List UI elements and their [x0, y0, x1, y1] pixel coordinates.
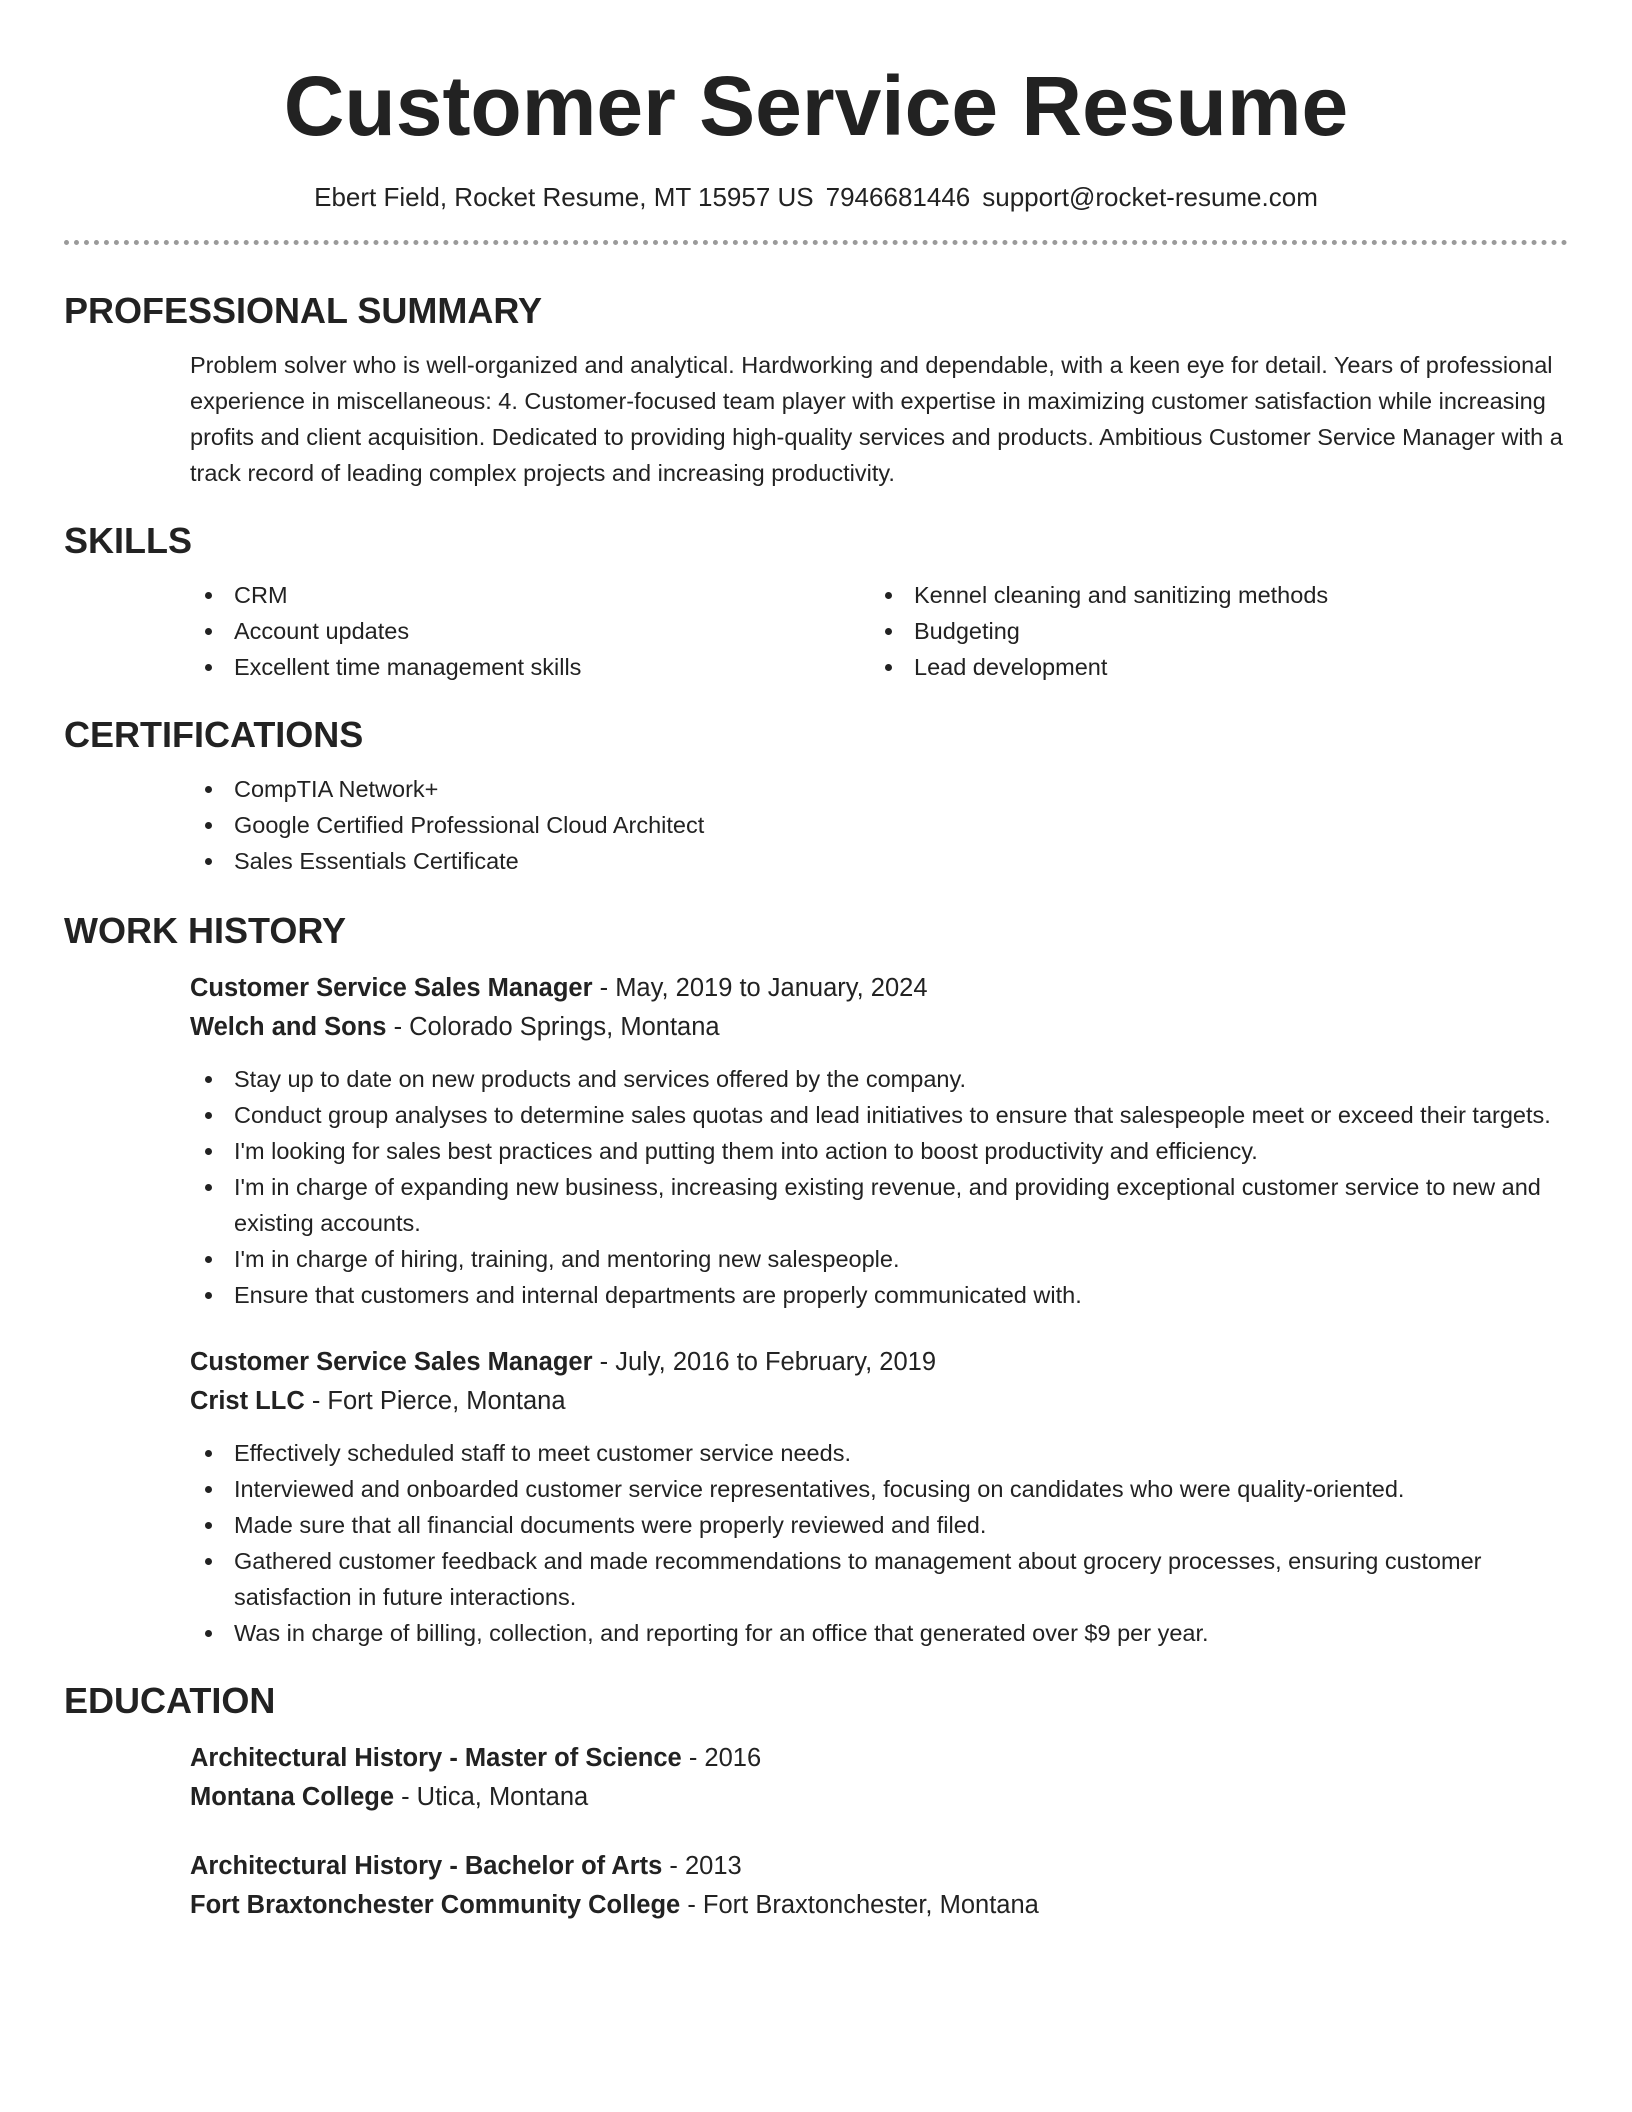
skills-list	[190, 577, 1568, 685]
job-bullet: Interviewed and onboarded customer service representatives, focusing on candidates who were quality-oriented.	[190, 1471, 1568, 1507]
skill-item: Excellent time management skills	[190, 649, 870, 685]
job-bullet: I'm in charge of expanding new business, increasing existing revenue, and providing exceptional customer service to new and existing accounts.	[190, 1169, 1568, 1241]
section-title-summary: PROFESSIONAL SUMMARY	[64, 290, 543, 331]
certification-item: Google Certified Professional Cloud Architect	[190, 807, 1568, 843]
job-entry	[190, 969, 1568, 1313]
education-degree: Architectural History - Master of Science	[190, 1744, 682, 1772]
contact-email: support@rocket-resume.com	[982, 182, 1318, 212]
certifications-list	[190, 771, 1568, 879]
contact-line	[64, 180, 1568, 214]
education-entry	[190, 1739, 1568, 1817]
education-entry	[190, 1847, 1568, 1925]
education-school: Fort Braxtonchester Community College	[190, 1891, 681, 1919]
section-title-work-history: WORK HISTORY	[64, 910, 347, 951]
header-divider	[64, 240, 1568, 245]
job-bullet: Was in charge of billing, collection, and reporting for an office that generated over $9 per year.	[190, 1615, 1568, 1651]
job-entry	[190, 1343, 1568, 1651]
section-title-certifications: CERTIFICATIONS	[64, 714, 364, 755]
skills-column-left	[190, 577, 870, 685]
certification-item: Sales Essentials Certificate	[190, 843, 1568, 879]
job-bullet: Stay up to date on new products and services offered by the company.	[190, 1061, 1568, 1097]
job-location: - Colorado Springs, Montana	[386, 1013, 720, 1041]
job-bullet: Effectively scheduled staff to meet customer service needs.	[190, 1435, 1568, 1471]
resume-page	[64, 0, 1568, 1925]
job-bullet: I'm looking for sales best practices and putting them into action to boost productivity and efficiency.	[190, 1133, 1568, 1169]
education-year: - 2016	[681, 1744, 762, 1772]
education-degree-line	[190, 1847, 1568, 1886]
certification-item: CompTIA Network+	[190, 771, 1568, 807]
skills-column-right	[870, 577, 1550, 685]
job-bullets	[190, 1061, 1568, 1313]
job-company-line	[190, 1008, 1568, 1047]
skill-item: Kennel cleaning and sanitizing methods	[870, 577, 1550, 613]
contact-address: Ebert Field, Rocket Resume, MT 15957 US	[314, 182, 814, 212]
job-bullet: Made sure that all financial documents were properly reviewed and filed.	[190, 1507, 1568, 1543]
education-degree-line	[190, 1739, 1568, 1778]
job-company: Welch and Sons	[190, 1013, 387, 1041]
section-title-skills: SKILLS	[64, 520, 193, 561]
skill-item: CRM	[190, 577, 870, 613]
section-title-education: EDUCATION	[64, 1680, 276, 1721]
skill-item: Budgeting	[870, 613, 1550, 649]
job-company: Crist LLC	[190, 1387, 305, 1415]
job-role: Customer Service Sales Manager	[190, 1348, 593, 1376]
education-school: Montana College	[190, 1783, 395, 1811]
job-dates: - July, 2016 to February, 2019	[592, 1348, 937, 1376]
education-location: - Utica, Montana	[394, 1783, 589, 1811]
skill-item: Lead development	[870, 649, 1550, 685]
job-role: Customer Service Sales Manager	[190, 974, 593, 1002]
education-school-line	[190, 1886, 1568, 1925]
summary-text: Problem solver who is well-organized and analytical. Hardworking and dependable, with a keen eye for detail. Years of professional experience in miscellaneous: 4. Customer-focused team player with expertise in maximizing customer satisfaction while increasing profits and client acquisition. Dedicated to providing high-quality services and products. Ambitious Customer Service Manager with a track record of leading complex projects and increasing productivity.	[190, 352, 1563, 486]
resume-title: Customer Service Resume	[283, 59, 1349, 153]
education-degree: Architectural History - Bachelor of Arts	[190, 1852, 663, 1880]
job-bullet: I'm in charge of hiring, training, and mentoring new salespeople.	[190, 1241, 1568, 1277]
job-title-line	[190, 1343, 1568, 1382]
job-bullet: Ensure that customers and internal departments are properly communicated with.	[190, 1277, 1568, 1313]
job-dates: - May, 2019 to January, 2024	[592, 974, 928, 1002]
job-bullet: Conduct group analyses to determine sales quotas and lead initiatives to ensure that salespeople meet or exceed their targets.	[190, 1097, 1568, 1133]
education-year: - 2013	[662, 1852, 742, 1880]
job-title-line	[190, 969, 1568, 1008]
job-bullets	[190, 1435, 1568, 1651]
job-company-line	[190, 1382, 1568, 1421]
education-school-line	[190, 1778, 1568, 1817]
job-bullet: Gathered customer feedback and made recommendations to management about grocery processes, ensuring customer satisfaction in future interactions.	[190, 1543, 1568, 1615]
education-location: - Fort Braxtonchester, Montana	[680, 1891, 1039, 1919]
skill-item: Account updates	[190, 613, 870, 649]
contact-phone: 7946681446	[825, 182, 971, 212]
job-location: - Fort Pierce, Montana	[304, 1387, 566, 1415]
